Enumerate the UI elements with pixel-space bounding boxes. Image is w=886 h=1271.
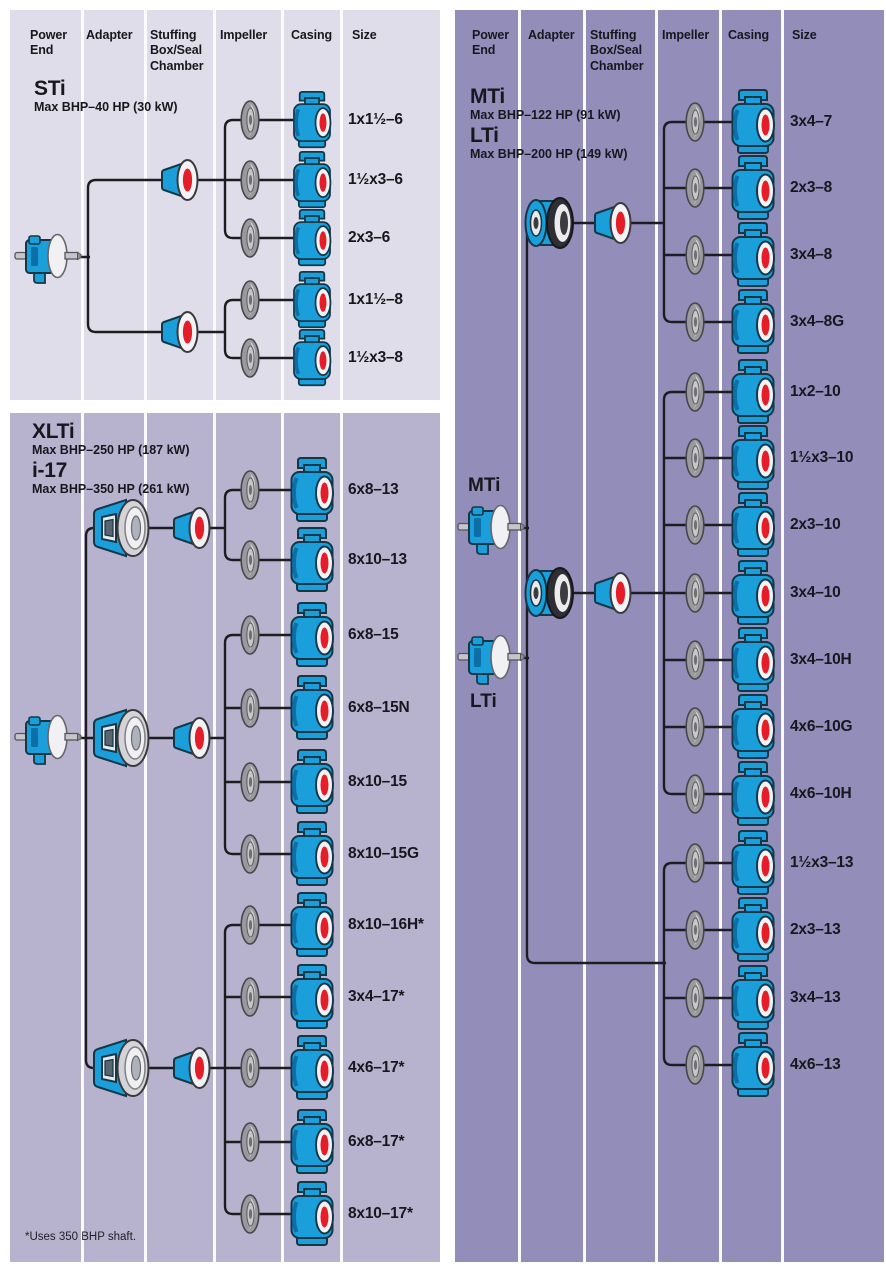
size-label: 8x10–15 [348, 773, 407, 790]
column-header-power-end: Power End [472, 28, 510, 58]
size-label: 8x10–13 [348, 551, 407, 568]
impeller-icon [241, 281, 259, 319]
casing-icon [292, 458, 334, 521]
series-title-block [470, 86, 627, 165]
seal-chamber-icon [595, 203, 631, 243]
adapter-icon [94, 710, 149, 766]
impeller-icon [241, 689, 259, 727]
size-label: 2x3–6 [348, 229, 391, 246]
seal-chamber-icon [595, 573, 631, 613]
column-header-casing: Casing [291, 28, 333, 42]
casing-icon [294, 92, 330, 147]
size-label: 6x8–17* [348, 1133, 405, 1150]
size-label: 2x3–8 [790, 179, 833, 196]
impeller-icon [241, 1049, 259, 1087]
impeller-icon [241, 906, 259, 944]
casing-icon [292, 676, 334, 739]
impeller-icon [686, 103, 704, 141]
column-header-impeller: Impeller [662, 28, 710, 42]
column-header-size: Size [352, 28, 377, 42]
size-label: 6x8–15N [348, 699, 410, 716]
seal-chamber-icon [162, 312, 198, 352]
size-label: 8x10–15G [348, 845, 419, 862]
impeller-icon [686, 979, 704, 1017]
column-header-casing: Casing [728, 28, 770, 42]
casing-icon [733, 762, 775, 825]
series-spec: Max BHP–250 HP (187 kW) [32, 443, 190, 458]
impeller-icon [241, 541, 259, 579]
size-label: 3x4–8G [790, 313, 844, 330]
casing-icon [292, 750, 334, 813]
impeller-icon [686, 844, 704, 882]
column-header-power-end: Power End [30, 28, 68, 58]
series-title-block [34, 78, 178, 117]
size-label: 4x6–10G [790, 718, 853, 735]
casing-icon [294, 330, 330, 385]
casing-icon [292, 1110, 334, 1173]
size-label: 8x10–16H* [348, 916, 424, 933]
casing-icon [292, 603, 334, 666]
impeller-icon [241, 763, 259, 801]
size-label: 6x8–15 [348, 626, 399, 643]
column-header-size: Size [792, 28, 817, 42]
column-header-adapter: Adapter [86, 28, 133, 42]
casing-icon [292, 1182, 334, 1245]
casing-icon [733, 426, 775, 489]
size-label: 2x3–13 [790, 921, 841, 938]
casing-icon [294, 210, 330, 265]
column-header-impeller: Impeller [220, 28, 268, 42]
casing-icon [292, 1036, 334, 1099]
adapter-icon [526, 568, 574, 618]
adapter-icon [526, 198, 574, 248]
size-label: 1x2–10 [790, 383, 841, 400]
impeller-icon [686, 169, 704, 207]
casing-icon [733, 360, 775, 423]
series-spec: Max BHP–200 HP (149 kW) [470, 147, 628, 162]
size-label: 4x6–17* [348, 1059, 405, 1076]
series-name: i-17 [32, 459, 67, 483]
size-label: 3x4–13 [790, 989, 841, 1006]
series-title-block [32, 421, 189, 500]
series-name: STi [34, 77, 66, 100]
size-label: 2x3–10 [790, 516, 841, 533]
impeller-icon [241, 835, 259, 873]
impeller-icon [686, 439, 704, 477]
casing-icon [733, 831, 775, 894]
casing-icon [733, 695, 775, 758]
size-label: 1x1½–8 [348, 291, 403, 308]
power-end-icon [458, 636, 524, 685]
casing-icon [292, 528, 334, 591]
size-label: 3x4–7 [790, 113, 833, 130]
panel-sti [10, 10, 440, 400]
casing-icon [733, 966, 775, 1029]
impeller-icon [686, 303, 704, 341]
impeller-icon [686, 911, 704, 949]
size-label: 6x8–13 [348, 481, 399, 498]
casing-icon [733, 223, 775, 286]
seal-chamber-icon [162, 160, 198, 200]
diagram-layer [455, 10, 884, 1262]
impeller-icon [686, 1046, 704, 1084]
casing-icon [733, 561, 775, 624]
series-name: XLTi [32, 420, 75, 443]
size-label: 1½x3–8 [348, 349, 403, 366]
series-spec: Max BHP–350 HP (261 kW) [32, 482, 190, 497]
impeller-icon [241, 219, 259, 257]
power-end-icon [458, 506, 524, 555]
size-label: 3x4–10 [790, 584, 841, 601]
impeller-icon [686, 641, 704, 679]
casing-icon [733, 628, 775, 691]
casing-icon [733, 1033, 775, 1096]
impeller-icon [241, 1195, 259, 1233]
connector-lines [66, 490, 295, 1214]
size-label: 3x4–8 [790, 246, 833, 263]
impeller-icon [241, 101, 259, 139]
casing-icon [733, 290, 775, 353]
casing-icon [292, 822, 334, 885]
size-label: 1x1½–6 [348, 111, 403, 128]
casing-icon [294, 152, 330, 207]
power-end-icon [15, 716, 81, 765]
size-label: 1½x3–10 [790, 449, 854, 466]
casing-icon [733, 156, 775, 219]
series-spec: Max BHP–122 HP (91 kW) [470, 108, 621, 123]
seal-chamber-icon [174, 1048, 210, 1088]
size-label: 1½x3–6 [348, 171, 403, 188]
size-label: 4x6–13 [790, 1056, 841, 1073]
impeller-icon [241, 616, 259, 654]
casing-icon [733, 898, 775, 961]
impeller-icon [686, 506, 704, 544]
column-header-stuffing-box: Stuffing Box/Seal Chamber [590, 28, 644, 73]
casing-icon [292, 965, 334, 1028]
impeller-icon [686, 236, 704, 274]
diagram-layer [10, 10, 440, 400]
series-name: LTi [470, 124, 499, 148]
impeller-icon [241, 471, 259, 509]
footnote: *Uses 350 BHP shaft. [25, 1231, 137, 1243]
series-spec: Max BHP–40 HP (30 kW) [34, 100, 178, 115]
panel-mti-lti [455, 10, 884, 1262]
casing-icon [294, 272, 330, 327]
series-name: MTi [470, 85, 505, 108]
column-header-stuffing-box: Stuffing Box/Seal Chamber [150, 28, 204, 73]
panel-xlti [10, 413, 440, 1262]
impeller-icon [686, 708, 704, 746]
size-label: 3x4–17* [348, 988, 405, 1005]
power-end-icon [15, 235, 81, 284]
column-header-adapter: Adapter [528, 28, 575, 42]
adapter-icon [94, 1040, 149, 1096]
size-label: 4x6–10H [790, 785, 852, 802]
impeller-icon [686, 373, 704, 411]
impeller-icon [686, 775, 704, 813]
impeller-icon [241, 339, 259, 377]
impeller-icon [241, 978, 259, 1016]
size-label: 8x10–17* [348, 1205, 413, 1222]
seal-chamber-icon [174, 508, 210, 548]
size-label: 1½x3–13 [790, 854, 854, 871]
power-end-label-lti: LTi [470, 691, 497, 712]
impeller-icon [241, 161, 259, 199]
impeller-icon [241, 1123, 259, 1161]
seal-chamber-icon [174, 718, 210, 758]
adapter-icon [94, 500, 149, 556]
impeller-icon [686, 574, 704, 612]
casing-icon [733, 90, 775, 153]
casing-icon [733, 493, 775, 556]
size-label: 3x4–10H [790, 651, 852, 668]
casing-icon [292, 893, 334, 956]
power-end-label-mti: MTi [468, 475, 501, 496]
